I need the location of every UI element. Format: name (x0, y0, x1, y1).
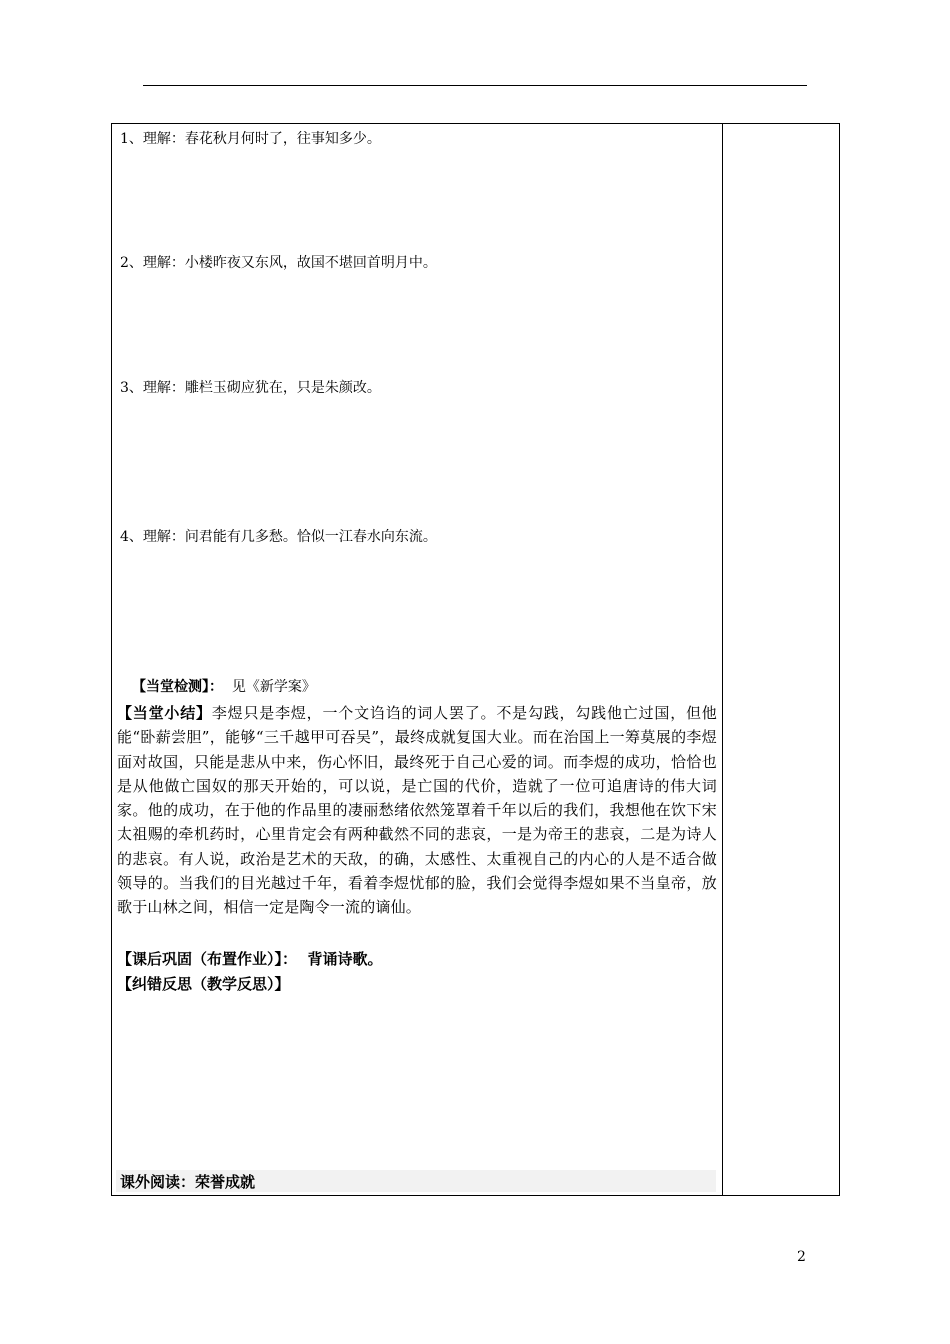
question-label: 理解： (142, 529, 185, 545)
extra-reading-heading: 课外阅读：荣誉成就 (116, 1170, 716, 1192)
question-label: 理解： (142, 255, 185, 271)
class-check (132, 677, 316, 697)
class-check-text: 见《新学案》 (231, 679, 316, 695)
header-rule (143, 85, 807, 86)
class-summary-label: 【当堂小结】 (117, 704, 212, 722)
homework (117, 947, 382, 971)
question-label: 理解： (142, 131, 185, 147)
reflection-heading: 【纠错反思（教学反思）】 (117, 975, 290, 993)
question-text: 问君能有几多愁。恰似一江春水向东流。 (184, 529, 437, 545)
question-number: 2、 (120, 255, 143, 271)
question-number: 3、 (120, 380, 143, 396)
question-label: 理解： (142, 380, 185, 396)
class-summary (117, 701, 717, 920)
question-2 (120, 253, 437, 273)
homework-label: 【课后巩固（布置作业）】： (117, 950, 298, 968)
class-check-label: 【当堂检测】： (132, 679, 223, 695)
main-cell (112, 124, 722, 1195)
question-number: 1、 (120, 131, 143, 147)
question-3 (120, 378, 381, 398)
question-number: 4、 (120, 529, 143, 545)
question-4 (120, 527, 437, 547)
question-1 (120, 129, 381, 149)
question-text: 小楼昨夜又东风，故国不堪回首明月中。 (184, 255, 437, 271)
question-text: 春花秋月何时了，往事知多少。 (184, 131, 381, 147)
class-summary-text: 李煜只是李煜，一个文诌诌的词人罢了。不是勾践，勾践他亡过国，但他能“卧薪尝胆”，能够“三千越甲可吞吴”，最终成就复国大业。而在治国上一筹莫展的李煜面对故国，只能是悲从中来，伤心怀旧，最终死于自己心爱的词。而李煜的成功，恰恰也是从他做亡国奴的那天开始的，可以说，是亡国的代价，造就了一位可追唐诗的伟大词家。他的成功，在于他的作品里的凄丽愁绪依然笼罩着千年以后的我们，我想他在饮下宋太祖赐的牵机药时，心里肯定会有两种截然不同的悲哀，一是为帝王的悲哀，二是为诗人的悲哀。有人说，政治是艺术的天敌，的确，太感性、太重视自己的内心的人是不适合做领导的。当我们的目光越过千年，看着李煜忧郁的脸，我们会觉得李煜如果不当皇帝，放歌于山林之间，相信一定是陶令一流的谪仙。 (117, 704, 718, 917)
page-number: 2 (797, 1249, 806, 1265)
lesson-table (111, 123, 840, 1196)
homework-text: 背诵诗歌。 (307, 950, 383, 968)
column-divider (722, 124, 723, 1195)
question-text: 雕栏玉砌应犹在，只是朱颜改。 (184, 380, 381, 396)
